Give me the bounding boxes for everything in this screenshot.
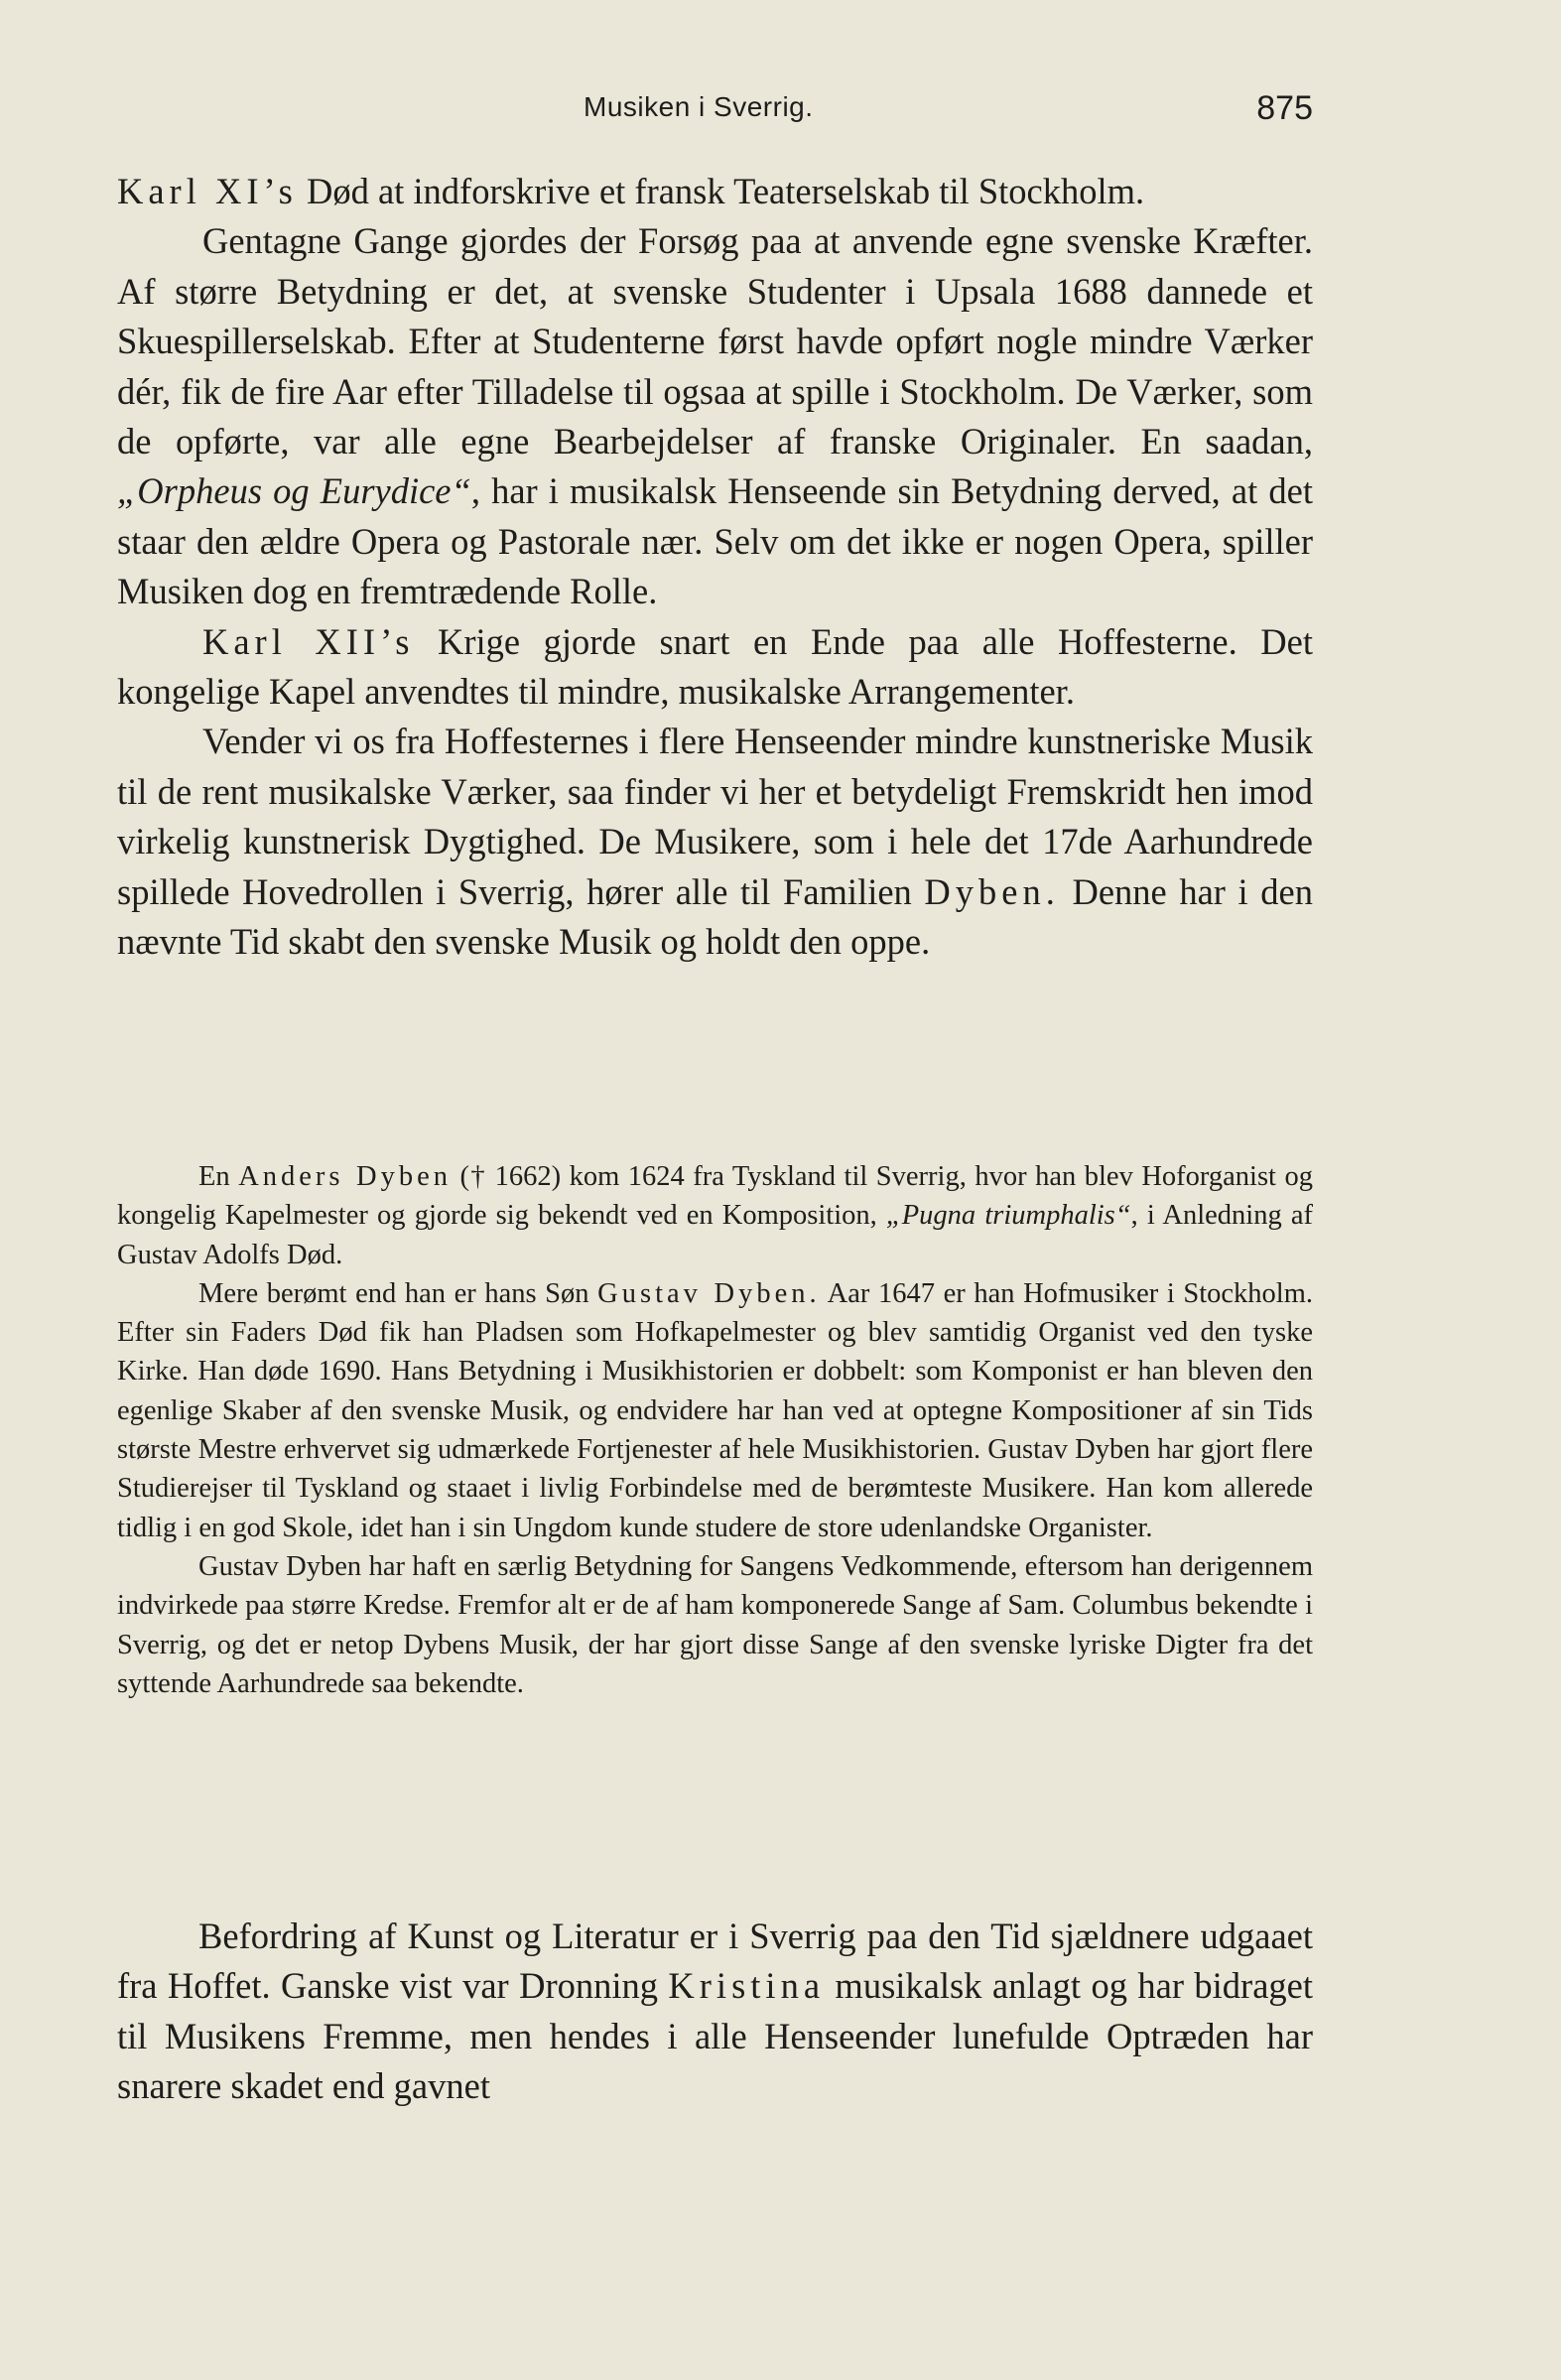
person-name: Kristina	[668, 1965, 826, 2007]
person-name: Karl XII’s	[202, 620, 415, 662]
running-head	[117, 91, 1313, 131]
closing-text	[117, 1912, 1313, 2112]
note-text: En	[198, 1161, 239, 1192]
note-text: Mere berømt end han er hans Søn	[198, 1277, 598, 1309]
paragraph-text: Befordring af Kunst og Literatur er i Sverrig paa den Tid sjældnere udgaaet fra Hoffet. Ganske vist var Dronning	[117, 1916, 1313, 2007]
paragraph-text: , har i musikalsk Henseende sin Betydning derved, at det staar den ældre Opera og Pastorale nær. Selv om det ikke er nogen Opera, spiller Musiken dog en fremtrædende Rolle.	[117, 470, 1313, 612]
note-paragraph	[117, 1274, 1313, 1547]
note-paragraph: Gustav Dyben har haft en særlig Betydning for Sangens Vedkommende, eftersom han derigennem indvirkede paa større Kredse. Fremfor alt er de af ham komponerede Sange af Sam. Columbus bekendte i Sverrig, og det er netop Dybens Musik, der har gjort disse Sange af den svenske lyriske Digter fra det syttende Aarhundrede saa bekendte.	[117, 1550, 1313, 1699]
note-text: , i Anledning af Gustav Adolfs Død.	[117, 1200, 1314, 1270]
person-name: Anders Dyben	[238, 1161, 453, 1192]
work-title: „Orpheus og Eurydice“	[117, 470, 471, 512]
paragraph-text: Denne har i den nævnte Tid skabt den svenske Musik og holdt den oppe.	[117, 870, 1313, 963]
note-text: Aar 1647 er han Hofmusiker i Stockholm. Efter sin Faders Død fik han Pladsen som Hofkapelmester og blev samtidig Organist ved den tyske Kirke. Han døde 1690. Hans Betydning i Musikhistorien er dobbelt: som Komponist er han bleven den egenlige Skaber af den svenske Musik, og endvidere har han ved at optegne Kompositioner af sin Tids største Mestre erhvervet sig udmærkede Fortjenester af hele Musikhistorien. Gustav Dyben har gjort flere Studierejser til Tyskland og staaet i livlig Forbindelse med de berømteste Musikere. Han kom allerede tidlig i en god Skole, idet han i sin Ungdom kunde studere de store udenlandske Organister.	[117, 1277, 1313, 1543]
person-name: Karl XI’s	[117, 171, 298, 211]
paragraph	[117, 216, 1313, 616]
paragraph	[117, 167, 1313, 216]
person-name: Gustav Dyben.	[597, 1277, 821, 1309]
paragraph-text: Gentagne Gange gjordes der Forsøg paa at anvende egne svenske Kræfter. Af større Betydning er det, at svenske Studenter i Upsala 1688 dannede et Skuespillerselskab. Efter at Studenterne først havde opført nogle mindre Værker dér, fik de fire Aar efter Tilladelse til ogsaa at spille i Stockholm. De Værker, som de opførte, var alle egne Bearbejdelser af franske Originaler. En saadan,	[117, 220, 1313, 463]
note-text: († 1662) kom 1624 fra Tyskland til Sverrig, hvor han blev Hoforganist og kongelig Kapelmester og gjorde sig bekendt ved en Komposition,	[117, 1161, 1313, 1232]
main-text	[117, 167, 1313, 968]
page-number: 875	[1256, 89, 1313, 127]
paragraph-text: Krige gjorde snart en Ende paa alle Hoffesterne. Det kongelige Kapel anvendtes til mindre, musikalske Arrangementer.	[117, 620, 1313, 713]
paragraph	[117, 717, 1313, 967]
paragraph-text: musikalsk anlagt og har bidraget til Musikens Fremme, men hendes i alle Henseender lunefulde Optræden har snarere skadet end gavnet	[117, 1965, 1313, 2107]
small-print-notes	[117, 1157, 1313, 1703]
paragraph	[117, 1912, 1313, 2112]
paragraph-text: Død at indforskrive et fransk Teaterselskab til Stockholm.	[297, 171, 1145, 211]
work-title: „Pugna triumphalis“	[885, 1200, 1131, 1232]
paragraph	[117, 617, 1313, 718]
paragraph-text: Vender vi os fra Hoffesternes i flere Henseender mindre kunstneriske Musik til de rent musikalske Værker, saa finder vi her et betydeligt Fremskridt hen imod virkelig kunstnerisk Dygtighed. De Musikere, som i hele det 17de Aarhundrede spillede Hovedrollen i Sverrig, hører alle til Familien	[117, 721, 1313, 912]
note-paragraph	[117, 1157, 1313, 1274]
running-title: Musiken i Sverrig.	[584, 91, 814, 122]
person-name: Dyben.	[924, 870, 1060, 912]
